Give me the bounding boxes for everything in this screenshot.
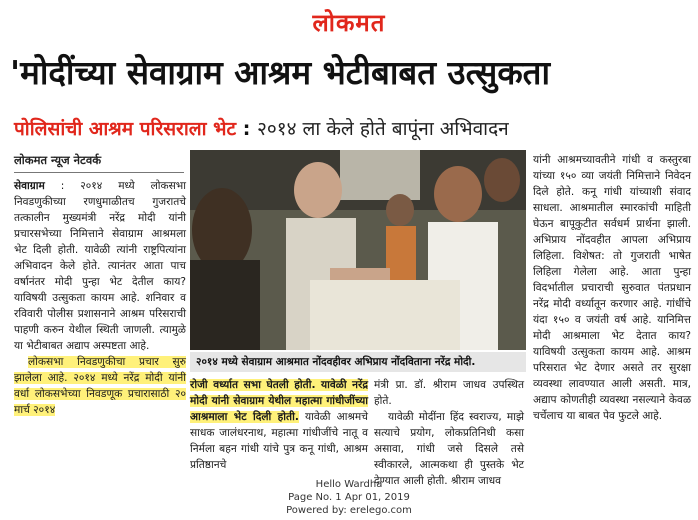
article-column-3 — [374, 377, 524, 487]
photo-caption: २०१४ मध्ये सेवाग्राम आश्रमात नोंदवहीवर अभिप्राय नोंदविताना नरेंद्र मोदी. — [190, 352, 526, 372]
subheadline-text: २०१४ ला केले होते बापूंना अभिवादन — [256, 118, 509, 140]
newspaper-logo: लोकमत — [312, 9, 386, 37]
column-1-paragraph-1: : २०१४ मध्ये लोकसभा निवडणुकीच्या रणधुमाळीतच गुजरातचे तत्कालीन मुख्यमंत्री नरेंद्र मोदी यांनी प्रचारसभेच्या निमित्ताने सेवाग्राम आश्रमला भेट दिली होती. यावेळी त्यांनी राष्ट्रपित्यांना अभिवादन केले होते. त्यानंतर आता पाच वर्षानंतर मोदी पुन्हा भेट देतील काय? याविषयी उत्सुकता कायम आहे. शनिवार व रविवारी पोलीस प्रशासनाने आश्रम परिसराची पाहणी करुन येथील स्थिती जाणली. त्यामुळे या भेटीबाबत अद्याप अस्पष्टता आहे. — [14, 180, 186, 352]
page-footer — [0, 478, 698, 517]
subheadline-separator: : — [236, 118, 257, 140]
column-1-paragraph-2: लोकसभा निवडणुकीचा प्रचार सुरु झालेला आहे. २०१४ मध्ये नरेंद्र मोदी यांनी वर्धा लोकसभेच्या निवडणूक प्रचारासाठी २० मार्च २०१४ — [14, 356, 186, 416]
article-photo — [190, 150, 526, 350]
column-3-paragraph-2: यावेळी मोदींना हिंद स्वराज्य, माझे सत्याचे प्रयोग, लोकप्रतिनिधी कसा असावा, गांधी जसे दिसले तसे स्वीकारले, आत्मकथा ही पुस्तके भेट देण्यात आली होती. श्रीराम जाधव — [374, 411, 524, 487]
edition-name: Hello Wardha — [315, 479, 383, 490]
column-4-text: यांनी आश्रमच्यावतीने गांधी व कस्तुरबा यांच्या १५० व्या जयंती निमित्ताने निवेदन दिले होते. कनू गांधी यांच्याशी संवाद साधला. आश्रमातील स्मारकांची माहिती घेऊन बापूकुटीत सर्वधर्म प्रार्थना झाली. अभिप्राय नोंदवहीत आपला अभिप्राय लिहिला. विशेषत: तो गुजराती भाषेत लिहिला गेलेला आहे. आता पुन्हा विदर्भातील प्रचाराची सुरुवात पंतप्रधान नरेंद्र मोदी वर्ध्यातून करणार आहे. गांधींचे यंदा १५० व जयंती वर्ष आहे. यानिमित्त मोदी आश्रमाला भेट देतात काय? याविषयी उत्सुकता कायम आहे. आश्रम परिसरात भेट देणार असते तर सुरक्षा व्यवस्था लावण्यात आली असती. मात्र, अद्याप कोणतीही व्यवस्था नसल्याने केवळ चर्चेलाच या बाबत पेव फुटले आहे. — [533, 154, 691, 422]
article-column-2 — [190, 377, 368, 473]
masthead — [0, 0, 698, 40]
article-subheadline — [14, 112, 690, 148]
dateline: सेवाग्राम — [14, 180, 45, 192]
article-column-4 — [533, 152, 691, 472]
page-info: Page No. 1 Apr 01, 2019 — [288, 492, 410, 503]
byline: लोकमत न्यूज नेटवर्क — [14, 153, 102, 167]
article-column-1 — [14, 178, 186, 473]
photo-illustration — [190, 150, 526, 350]
byline-divider — [14, 172, 184, 173]
column-3-paragraph-1: मंत्री प्रा. डॉ. श्रीराम जाधव उपस्थित होते. — [374, 379, 524, 407]
column-2-highlight: रोजी वर्ध्यात सभा घेतली होती. यावेळी नरेंद्र मोदी यांनी सेवाग्राम येथील महात्मा गांधीजींच्या आश्रमाला भेट दिली होती. — [190, 379, 368, 423]
powered-by: Powered by: erelego.com — [286, 505, 412, 516]
subheadline-highlight: पोलिसांची आश्रम परिसराला भेट — [14, 118, 237, 140]
column-2-text: यावेळी आश्रमचे साधक जालंधरनाथ, महात्मा गांधीजींचे नातू व निर्मला बहन गांधी यांचे पुत्र कनू गांधी, आश्रम प्रतिष्ठानचे — [190, 411, 368, 471]
article-headline: 'मोदींच्या सेवाग्राम आश्रम भेटीबाबत उत्सुकता — [10, 53, 551, 92]
